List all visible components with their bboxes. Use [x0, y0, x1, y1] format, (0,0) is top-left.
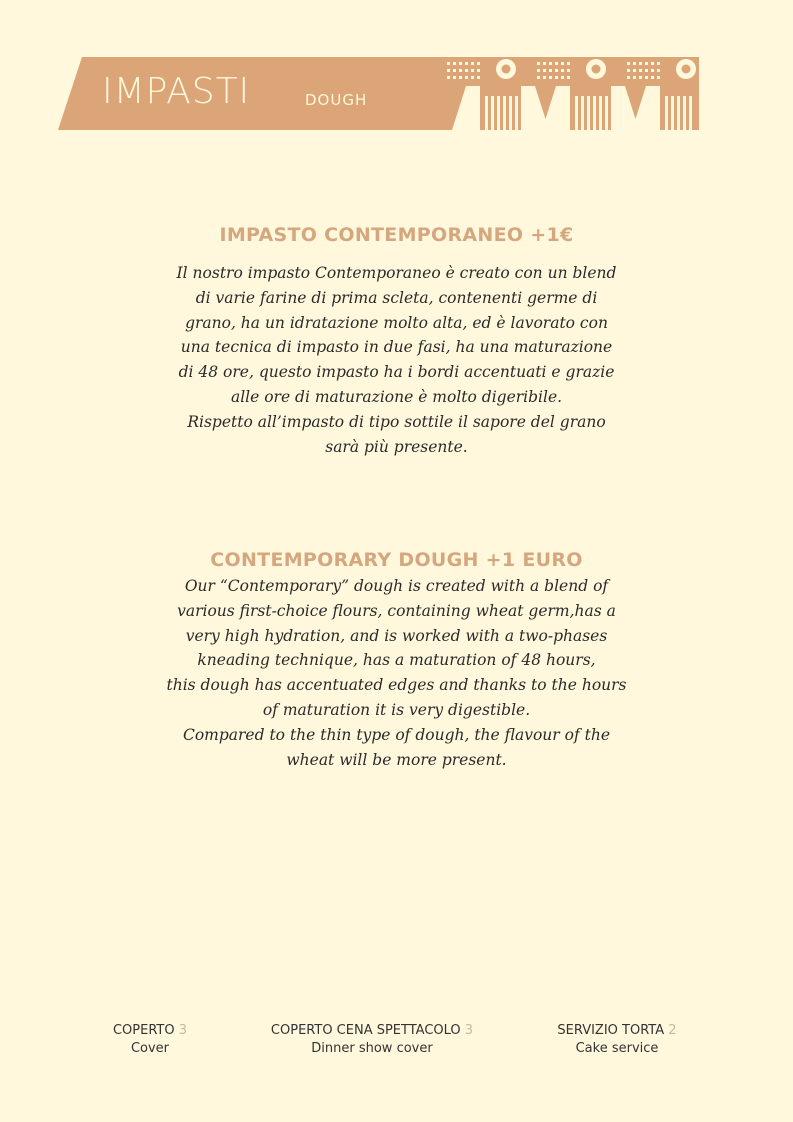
footer-english: Cover — [130, 1041, 170, 1056]
section-body — [0, 261, 793, 459]
body-line: una tecnica di impasto in due fasi, ha una maturazione — [180, 338, 613, 357]
header-banner — [0, 0, 793, 140]
body-line: sarà più presente. — [325, 437, 468, 456]
footer-label: SERVIZIO TORTA — [557, 1023, 665, 1038]
section-english — [0, 551, 793, 772]
body-line: di 48 ore, questo impasto ha i bordi accentuati e grazie — [178, 363, 615, 382]
page-title: IMPASTI — [102, 71, 251, 112]
body-line: of maturation it is very digestible. — [262, 700, 531, 719]
body-line: Rispetto all’impasto di tipo sottile il sapore del grano — [187, 412, 606, 431]
footer-label: COPERTO — [112, 1023, 175, 1038]
banner-shape — [0, 0, 793, 140]
body-line: various first-choice flours, containing wheat germ,has a — [177, 601, 616, 620]
body-line: alle ore di maturazione è molto digeribile. — [230, 387, 563, 406]
footer-english: Cake service — [575, 1041, 659, 1056]
body-line: this dough has accentuated edges and thanks to the hours — [166, 676, 627, 695]
footer-label: COPERTO CENA SPETTACOLO — [270, 1023, 461, 1038]
footer-item-cake — [532, 1022, 702, 1058]
body-line: Il nostro impasto Contemporaneo è creato con un blend — [176, 264, 617, 282]
footer-item-cover — [90, 1022, 210, 1058]
body-line: di varie farine di prima scleta, contenenti germe di — [195, 288, 598, 307]
footer-price: 3 — [464, 1023, 474, 1038]
body-line: kneading technique, has a maturation of 48 hours, — [197, 651, 596, 670]
page-subtitle: DOUGH — [305, 91, 368, 109]
section-italian — [0, 226, 793, 459]
body-line: Compared to the thin type of dough, the flavour of the — [182, 725, 611, 744]
body-line: very high hydration, and is worked with a two-phases — [185, 626, 608, 645]
footer-item-dinner-show — [232, 1022, 512, 1058]
section-heading: CONTEMPORARY DOUGH +1 EURO — [210, 549, 583, 571]
body-line: wheat will be more present. — [286, 750, 507, 769]
footer-price: 3 — [178, 1023, 188, 1038]
body-line: Our “Contemporary” dough is created with a blend of — [184, 577, 609, 595]
body-line: grano, ha un idratazione molto alta, ed è lavorato con — [185, 313, 608, 332]
footer-english: Dinner show cover — [311, 1041, 433, 1056]
section-body — [0, 574, 793, 772]
footer-price: 2 — [668, 1023, 677, 1038]
section-heading: IMPASTO CONTEMPORANEO +1€ — [219, 224, 574, 246]
